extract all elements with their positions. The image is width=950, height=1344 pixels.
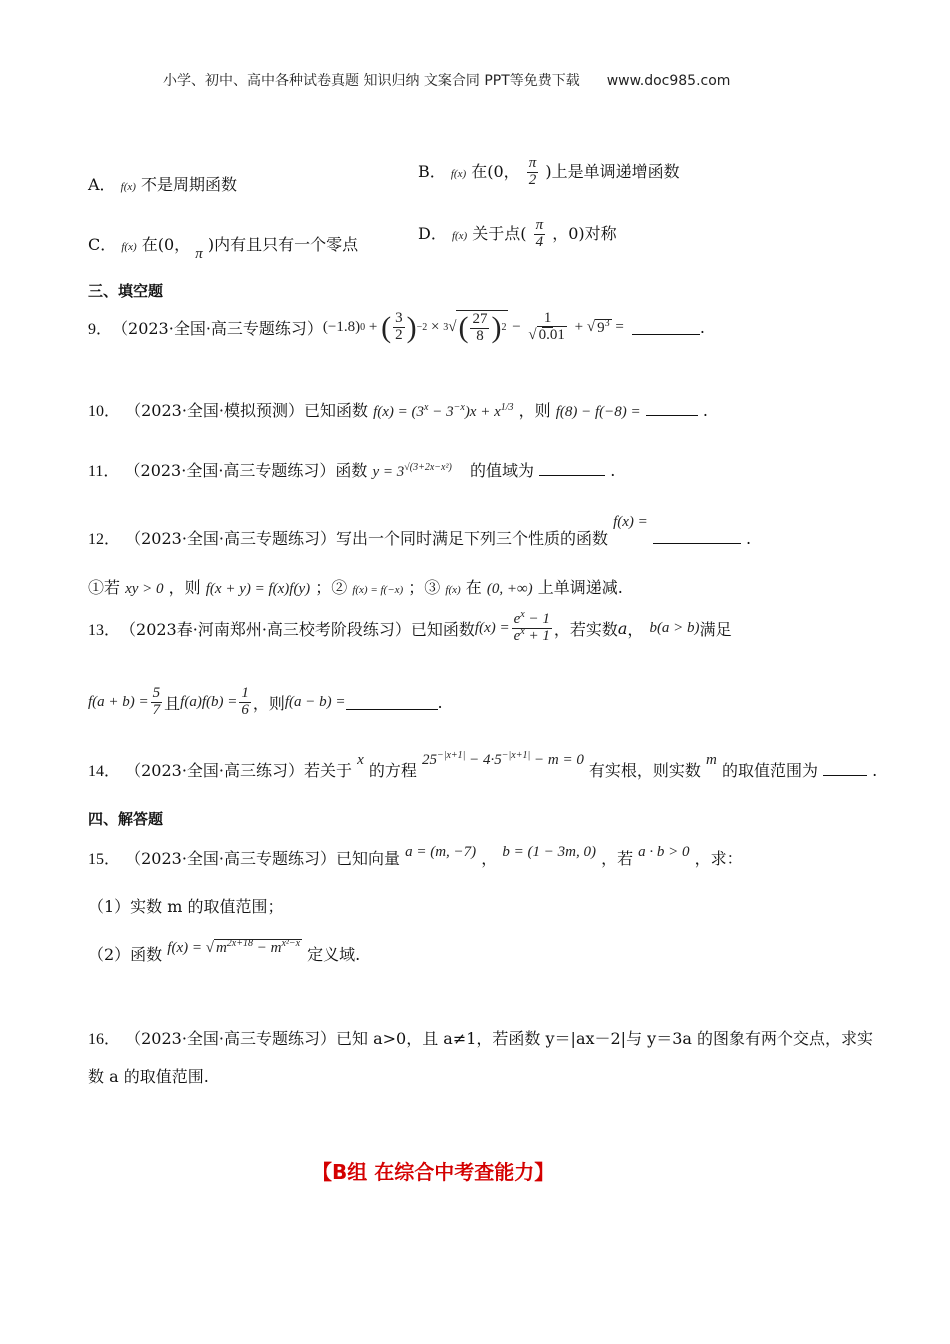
answer-blank[interactable] <box>823 761 867 776</box>
question-16: 16． （2023·全国·高三专题练习）已知 a>0，且 a≠1，若函数 y＝|ax－2|与 y＝3a 的图象有两个交点，求实 <box>88 1029 874 1048</box>
q10-function: $f(x) = (3^x - 3^{-x})x + x^{1/3}$ <box>373 402 514 420</box>
question-12-properties: ①若 xy > 0 ，则 f(x + y) = f(x)f(y) ；② f(x) = f(−x) ；③ f(x) 在 (0, +∞) 上单调递减. <box>88 578 623 597</box>
q9-expression: (−1.8) 0 + ( $\frac{3}{2}$ ) −2 × 3 √ ( $\frac{27}{8}$ ) 2 − $\frac{1}{√ 0.01}$ + √ $9^3$ = <box>322 310 624 344</box>
q14-equation: $25^{-|x+1|} - 4\cdot 5^{-|x+1|} - m = 0$ <box>421 750 584 768</box>
question-11: 11． （2023·全国·高三专题练习）函数 $y = 3^{√(3+2x-x^2)}$ 的值域为 . <box>88 461 616 480</box>
answer-blank[interactable] <box>646 401 698 416</box>
section-title-solve: 四、解答题 <box>88 810 164 828</box>
answer-blank[interactable] <box>539 461 605 476</box>
option-c: C． f(x) 在(0， π )内有且只有一个零点 <box>88 235 359 262</box>
q13-function: f(x) = $\frac{e^x - 1}{e^x + 1}$ <box>474 609 550 644</box>
question-14: 14． （2023·全国·高三练习）若关于 x 的方程 $25^{-|x+1|} - 4\cdot 5^{-|x+1|} - m = 0$ 有实根，则实数 m 的取值范围为 . <box>88 750 878 780</box>
page-header <box>163 70 730 90</box>
answer-blank[interactable] <box>653 529 741 544</box>
question-15-part-1: （1）实数 m 的取值范围； <box>88 897 284 916</box>
header-text: 小学、初中、高中各种试卷真题 知识归纳 文案合同 PPT等免费下载 <box>163 73 580 89</box>
q11-function: $y = 3^{√(3+2x-x^2)}$ <box>372 462 452 480</box>
question-15-part-2: （2）函数 f(x) = √ $m^{2x+18} - m^{x^2-x}$ 定义域. <box>88 938 361 964</box>
q15-function: f(x) = √ $m^{2x+18} - m^{x^2-x}$ <box>167 938 301 956</box>
question-13: 13． （2023春·河南郑州·高三校考阶段练习）已知函数 f(x) = $\frac{e^x - 1}{e^x + 1}$ ，若实数 a ， b(a > b) 满足 <box>88 609 732 644</box>
option-b: B． f(x) 在(0， $\frac{\pi}{2}$ )上是单调递增函数 <box>418 155 680 188</box>
question-15: 15． （2023·全国·高三专题练习）已知向量 a = (m, −7) ， b = (1 − 3m, 0) ，若 a · b > 0 ，求： <box>88 844 743 868</box>
group-b-heading: 【B组 在综合中考查能力】 <box>312 1160 555 1184</box>
question-10: 10． （2023·全国·模拟预测）已知函数 $f(x) = (3^x - 3^{-x})x + x^{1/3}$ ，则 f(8) − f(−8) = . <box>88 401 708 420</box>
option-d: D． f(x) 关于点( $\frac{\pi}{4}$ ，0)对称 <box>418 217 617 250</box>
question-12: 12． （2023·全国·高三专题练习）写出一个同时满足下列三个性质的函数 f(x) = . <box>88 514 752 548</box>
option-a: A． f(x) 不是周期函数 <box>88 175 238 194</box>
section-title-fill-blank: 三、填空题 <box>88 282 164 300</box>
answer-blank[interactable] <box>632 320 700 335</box>
answer-blank[interactable] <box>346 695 438 710</box>
question-13-condition: f(a + b) = $\frac{5}{7}$ 且 f(a)f(b) = $\frac{1}{6}$ ，则 f(a − b) = . <box>88 685 443 718</box>
question-9: 9． （2023·全国·高三专题练习） (−1.8) 0 + ( $\frac{3}{2}$ ) −2 × 3 √ ( $\frac{27}{8}$ ) 2 − $\frac{1}{√ 0.01}$ + √ $9^3$ = . <box>88 310 705 344</box>
header-url: www.doc985.com <box>606 73 731 89</box>
question-16-cont: 数 a 的取值范围. <box>88 1067 209 1086</box>
